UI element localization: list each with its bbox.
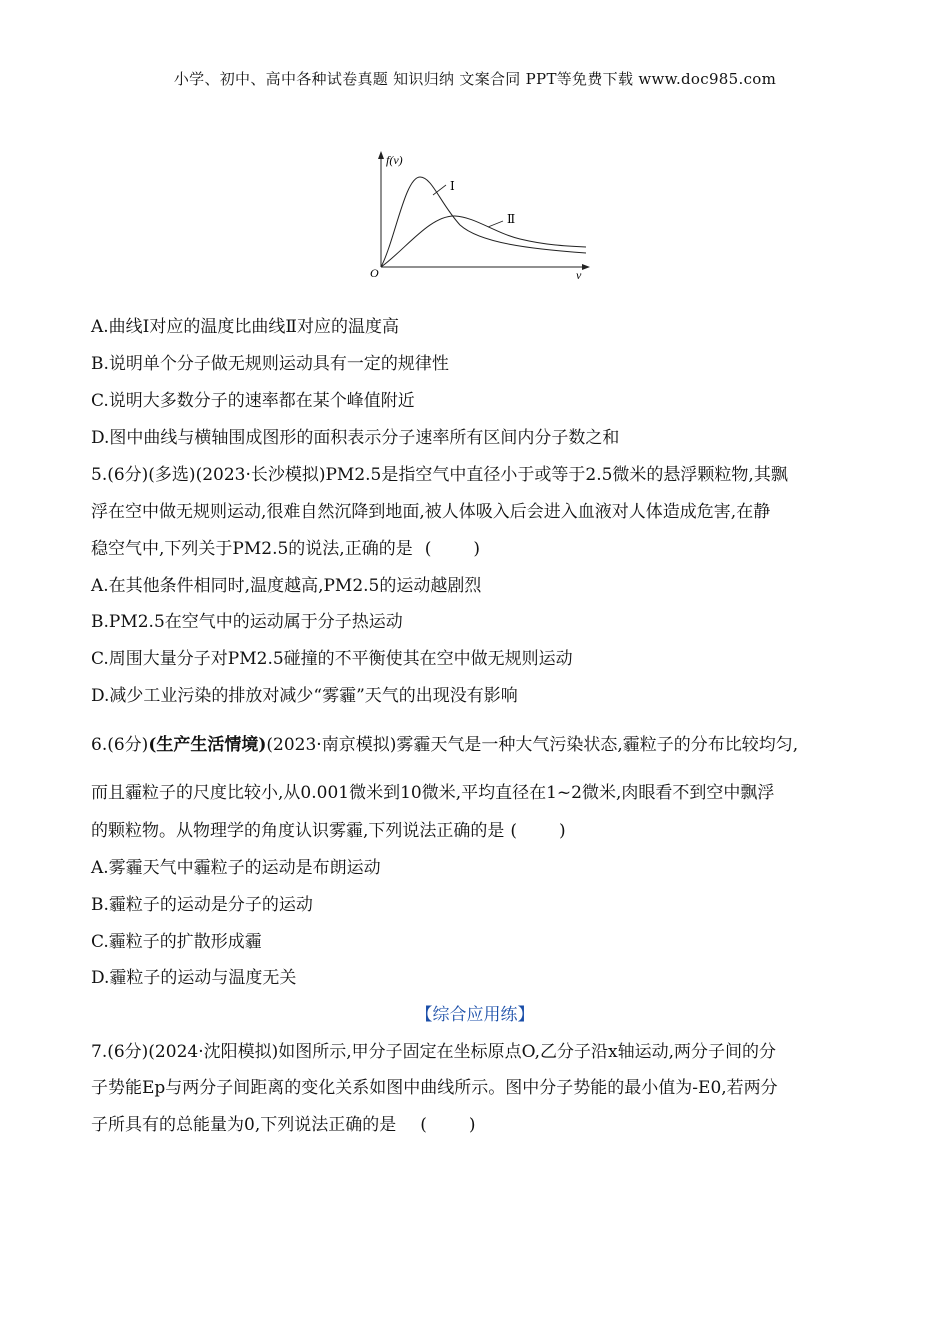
curve-2: [381, 216, 586, 267]
speed-distribution-figure: [360, 145, 600, 284]
q6-stem-line1-rest: (2023·南京模拟)雾霾天气是一种大气污染状态,霾粒子的分布比较均匀,: [266, 735, 799, 755]
q6-stem-line2: 而且霾粒子的尺度比较小,从0.001微米到10微米,平均直径在1~2微米,肉眼看不到空中飘浮: [91, 783, 775, 803]
q6-option-d: D.霾粒子的运动与温度无关: [91, 968, 297, 988]
q5-stem-line1: 5.(6分)(多选)(2023·长沙模拟)PM2.5是指空气中直径小于或等于2.5微米的悬浮颗粒物,其飘: [91, 465, 788, 485]
q6-option-a: A.雾霾天气中霾粒子的运动是布朗运动: [91, 858, 381, 878]
q5-answer-paren-right: ): [473, 539, 480, 559]
curve-2-label: Ⅱ: [507, 212, 516, 226]
q7-stem-text: 子所具有的总能量为0,下列说法正确的是: [91, 1115, 397, 1135]
q5-option-b: B.PM2.5在空气中的运动属于分子热运动: [91, 612, 403, 632]
x-axis-label: v: [576, 268, 582, 280]
curve-2-leader: [488, 221, 503, 227]
q4-option-c: C.说明大多数分子的速率都在某个峰值附近: [91, 391, 415, 411]
q7-stem-line1: 7.(6分)(2024·沈阳模拟)如图所示,甲分子固定在坐标原点O,乙分子沿x轴运动,两分子间的分: [91, 1042, 776, 1062]
q5-option-d: D.减少工业污染的排放对减少“雾霾”天气的出现没有影响: [91, 686, 518, 706]
q7-answer-paren-right: ): [468, 1115, 476, 1135]
q6-stem-line1: [91, 730, 798, 755]
y-axis-label: f(v): [386, 153, 403, 167]
q5-stem-line3: [91, 534, 480, 559]
q6-stem-line3: [91, 816, 566, 841]
q6-answer-paren-right: ): [559, 821, 566, 841]
q5-option-c: C.周围大量分子对PM2.5碰撞的不平衡使其在空中做无规则运动: [91, 649, 573, 669]
q6-option-c: C.霾粒子的扩散形成霾: [91, 932, 262, 952]
distribution-graph: [360, 145, 600, 280]
curve-1-label: Ⅰ: [450, 179, 455, 193]
curve-1: [381, 177, 586, 267]
q4-option-b: B.说明单个分子做无规则运动具有一定的规律性: [91, 354, 449, 374]
page-header: 小学、初中、高中各种试卷真题 知识归纳 文案合同 PPT等免费下载 www.doc985.com: [173, 70, 777, 88]
y-axis-arrow: [378, 151, 384, 159]
q5-answer-paren-left: (: [424, 539, 432, 559]
q7-stem-line2: 子势能Ep与两分子间距离的变化关系如图中曲线所示。图中分子势能的最小值为-E0,若两分: [91, 1078, 778, 1098]
q6-option-b: B.霾粒子的运动是分子的运动: [91, 895, 313, 915]
q4-option-d: D.图中曲线与横轴围成图形的面积表示分子速率所有区间内分子数之和: [91, 428, 620, 448]
q6-answer-paren-left: (: [510, 821, 518, 841]
q5-stem-text: 稳空气中,下列关于PM2.5的说法,正确的是: [91, 539, 413, 559]
q6-context-tag: (生产生活情境): [148, 735, 267, 755]
q6-prefix: 6.(6分): [91, 735, 149, 755]
q6-stem-text: 的颗粒物。从物理学的角度认识雾霾,下列说法正确的是: [91, 821, 505, 841]
q5-option-a: A.在其他条件相同时,温度越高,PM2.5的运动越剧烈: [91, 576, 482, 596]
q5-stem-line2: 浮在空中做无规则运动,很难自然沉降到地面,被人体吸入后会进入血液对人体造成危害,在静: [91, 502, 771, 522]
q7-answer-paren-left: (: [420, 1115, 427, 1135]
section-title: 【综合应用练】: [415, 1005, 535, 1025]
origin-label: O: [370, 266, 379, 280]
q7-stem-line3: [91, 1110, 476, 1135]
x-axis-arrow: [582, 264, 590, 270]
q4-option-a: A.曲线Ⅰ对应的温度比曲线Ⅱ对应的温度高: [91, 317, 399, 337]
